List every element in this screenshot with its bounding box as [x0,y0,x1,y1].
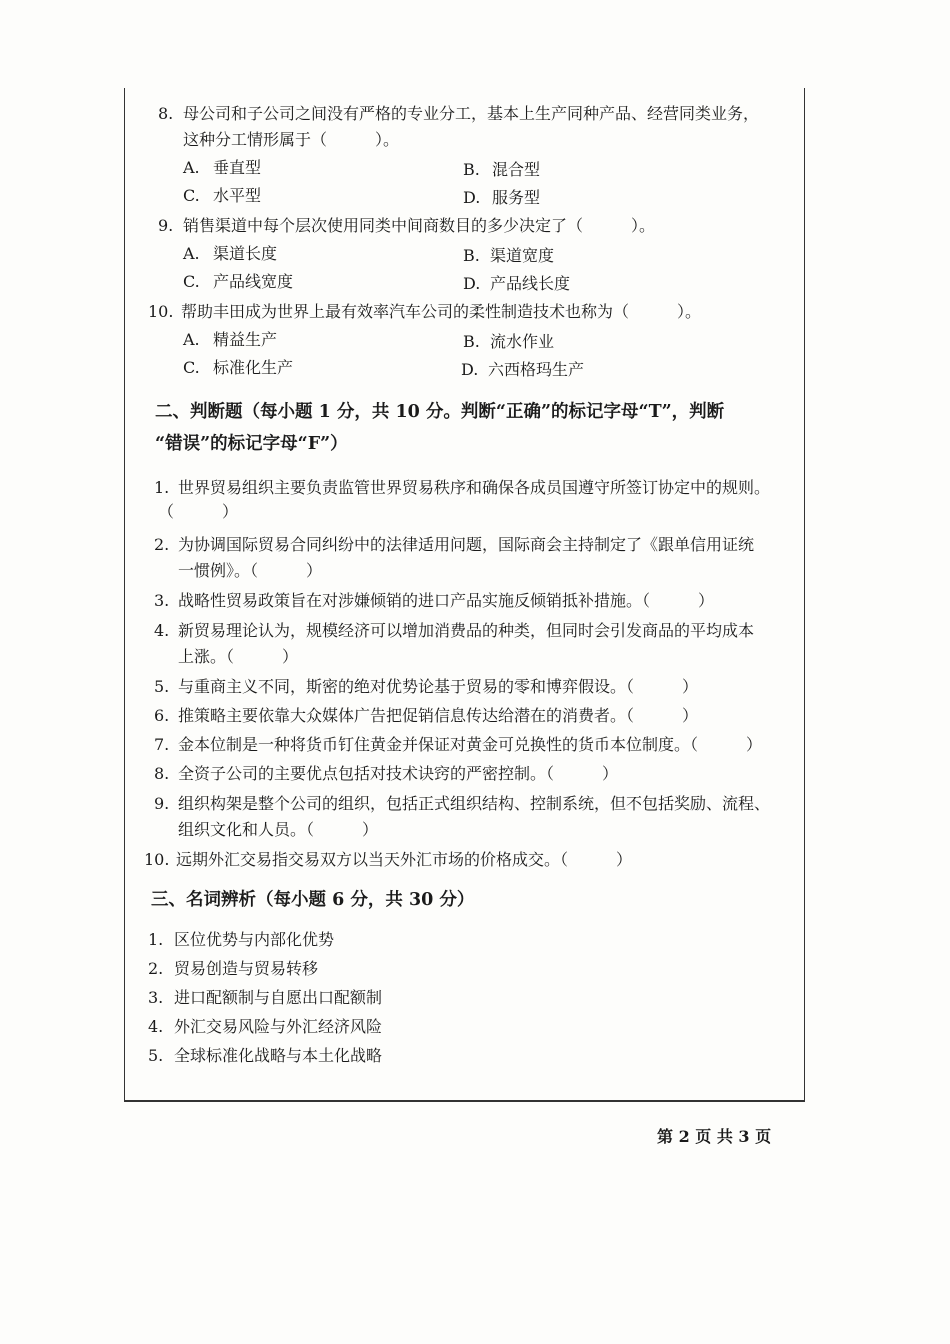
tf1-line2: （ ） [158,502,239,521]
q8-option-a: 垂直型 [213,158,262,177]
tf6-line1: 推策略主要依靠大众媒体广告把促销信息传达给潜在的消费者。（ ） [178,706,699,725]
q8-option-b-label: B. [463,160,480,179]
q9-stem: 销售渠道中每个层次使用同类中间商数目的多少决定了（ ）。 [183,216,656,235]
q9-option-b: 渠道宽度 [490,246,555,265]
tf9-line1: 组织构架是整个公司的组织，包括正式组织结构、控制系统，但不包括奖励、流程、 [178,794,771,813]
tf1-line1: 世界贸易组织主要负责监管世界贸易秩序和确保各成员国遵守所签订协定中的规则。 [178,478,771,497]
term1-text: 区位优势与内部化优势 [174,930,335,949]
tf6-number: 6. [154,706,170,725]
tf8-line1: 全资子公司的主要优点包括对技术诀窍的严密控制。（ ） [178,764,619,783]
q10-option-d-label: D. [461,360,479,379]
tf8-number: 8. [154,764,170,783]
q10-option-a-label: A. [183,330,200,349]
q10-option-d: 六西格玛生产 [488,360,585,379]
q10-option-a: 精益生产 [213,330,278,349]
tf5-number: 5. [154,677,170,696]
section3-heading: 三、名词辨析（每小题 6 分，共 30 分） [151,890,475,910]
q10-option-b: 流水作业 [490,332,555,351]
tf3-number: 3. [154,591,170,610]
tf9-number: 9. [154,794,170,813]
q9-option-c: 产品线宽度 [213,272,294,291]
q9-number: 9. [158,216,174,235]
q8-option-c-label: C. [183,186,200,205]
term4-text: 外汇交易风险与外汇经济风险 [174,1017,383,1036]
term5-text: 全球标准化战略与本土化战略 [174,1046,383,1065]
q9-option-a: 渠道长度 [213,244,278,263]
q9-option-a-label: A. [183,244,200,263]
q8-option-b: 混合型 [492,160,541,179]
q10-number: 10. [148,302,174,321]
q10-stem: 帮助丰田成为世界上最有效率汽车公司的柔性制造技术也称为（ ）。 [181,302,702,321]
tf7-number: 7. [154,735,170,754]
page-number: 第 2 页 共 3 页 [657,1127,772,1146]
tf2-line1: 为协调国际贸易合同纠纷中的法律适用问题，国际商会主持制定了《跟单信用证统 [178,535,755,554]
term4-number: 4. [148,1017,164,1036]
term1-number: 1. [148,930,164,949]
tf4-line1: 新贸易理论认为，规模经济可以增加消费品的种类，但同时会引发商品的平均成本 [178,621,755,640]
q8-stem-line2: 这种分工情形属于（ ）。 [183,130,400,149]
tf4-line2: 上涨。（ ） [178,647,299,666]
q10-option-c: 标准化生产 [213,358,294,377]
tf5-line1: 与重商主义不同，斯密的绝对优势论基于贸易的零和博弈假设。（ ） [178,677,699,696]
term2-text: 贸易创造与贸易转移 [174,959,319,978]
q9-option-c-label: C. [183,272,200,291]
q8-option-c: 水平型 [213,186,262,205]
term3-text: 进口配额制与自愿出口配额制 [174,988,383,1007]
q9-option-d-label: D. [463,274,481,293]
term2-number: 2. [148,959,164,978]
section2-heading-line2: “错误”的标记字母“F”） [155,434,348,454]
section2-heading-line1: 二、判断题（每小题 1 分，共 10 分。判断“正确”的标记字母“T”，判断 [155,402,725,422]
q8-option-a-label: A. [183,158,200,177]
q9-option-b-label: B. [463,246,480,265]
tf9-line2: 组织文化和人员。（ ） [178,820,379,839]
q8-option-d: 服务型 [492,188,541,207]
tf1-number: 1. [154,478,170,497]
q8-number: 8. [158,104,174,123]
q8-option-d-label: D. [463,188,481,207]
tf3-line1: 战略性贸易政策旨在对涉嫌倾销的进口产品实施反倾销抵补措施。（ ） [178,591,715,610]
q10-option-c-label: C. [183,358,200,377]
tf10-number: 10. [144,850,170,869]
q8-stem-line1: 母公司和子公司之间没有严格的专业分工，基本上生产同种产品、经营同类业务， [183,104,760,123]
tf7-line1: 金本位制是一种将货币钉住黄金并保证对黄金可兑换性的货币本位制度。（ ） [178,735,763,754]
tf2-line2: 一惯例》。（ ） [178,561,323,580]
q9-option-d: 产品线长度 [490,274,571,293]
tf4-number: 4. [154,621,170,640]
term5-number: 5. [148,1046,164,1065]
tf10-line1: 远期外汇交易指交易双方以当天外汇市场的价格成交。（ ） [176,850,633,869]
term3-number: 3. [148,988,164,1007]
q10-option-b-label: B. [463,332,480,351]
tf2-number: 2. [154,535,170,554]
